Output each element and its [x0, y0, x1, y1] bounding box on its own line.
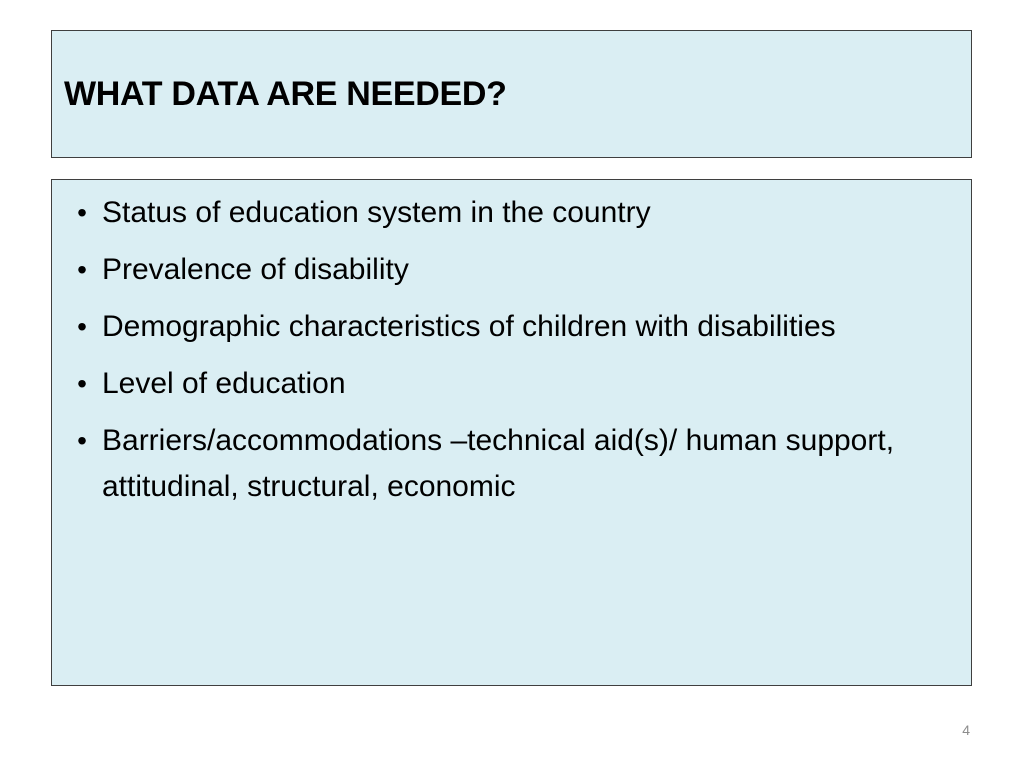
- bullet-text: Prevalence of disability: [102, 253, 409, 286]
- bullet-list: [52, 180, 971, 510]
- bullet-dot-icon: •: [77, 197, 87, 228]
- bullet-text: Status of education system in the country: [102, 196, 651, 229]
- bullet-item-prevalence: [62, 247, 941, 293]
- bullet-text: Demographic characteristics of children with disabilities: [102, 310, 836, 343]
- bullet-text: Level of education: [102, 367, 346, 400]
- bullet-dot-icon: •: [77, 254, 87, 285]
- bullet-item-demographics: [62, 304, 941, 350]
- bullet-item-education-status: [62, 190, 941, 236]
- content-placeholder: [51, 179, 972, 686]
- bullet-text: Barriers/accommodations –technical aid(s)/ human support, attitudinal, structural, economic: [102, 424, 895, 503]
- title-placeholder: [51, 30, 972, 158]
- bullet-dot-icon: •: [77, 311, 87, 342]
- bullet-item-education-level: [62, 361, 941, 407]
- slide-number: 4: [962, 722, 970, 738]
- slide-title: WHAT DATA ARE NEEDED?: [64, 74, 507, 113]
- bullet-dot-icon: •: [77, 368, 87, 399]
- bullet-dot-icon: •: [77, 425, 87, 456]
- bullet-item-barriers: [62, 418, 941, 510]
